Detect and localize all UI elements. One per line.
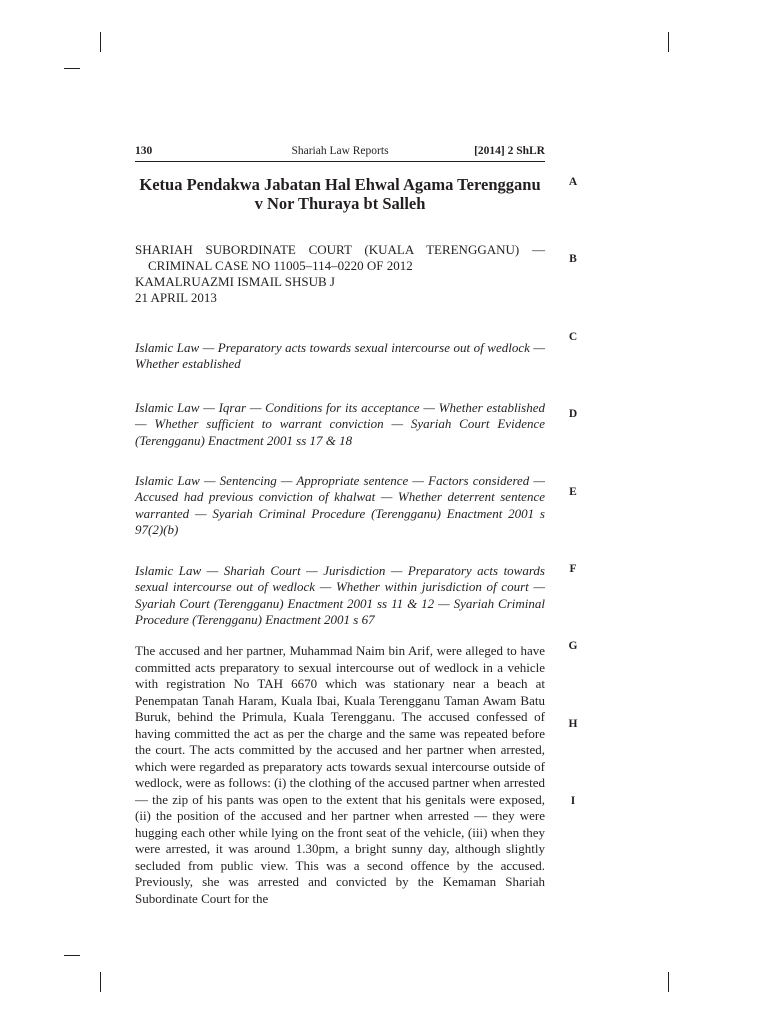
headnote-paragraph: The accused and her partner, Muhammad Naim bin Arif, were alleged to have committed acts preparatory to sexual intercourse out of wedlock in a vehicle with registration No TAH 6670 which was stationary near a beach at Penempatan Tanah Haram, Kuala Ibai, Kuala Terengganu Taman Awam Batu Buruk, behind the Primula, Kuala Terengganu. The accused confessed of having committed the act as per the charge and the same was repeated before the court. The acts committed by the accused and her partner when arrested, which were regarded as preparatory acts towards sexual intercourse outside of wedlock, were as follows: (i) the clothing of the accused partner when arrested — the zip of his pants was open to the extent that his genitals were exposed, (ii) the position of the accused and her partner when arrested — they were hugging each other while lying on the front seat of the vehicle, (iii) when they were arrested, it was around 1.30pm, a bright sunny day, although slightly secluded from public view. This was a second offence by the accused. Previously, she was arrested and convicted by the Kemaman Shariah Subordinate Court for the bbox=[135, 643, 545, 906]
crop-mark bbox=[668, 972, 669, 992]
crop-mark bbox=[64, 68, 80, 69]
case-title: Ketua Pendakwa Jabatan Hal Ehwal Agama Terengganu v Nor Thuraya bt Salleh bbox=[139, 175, 541, 213]
decision-date: 21 APRIL 2013 bbox=[135, 290, 217, 305]
crop-mark bbox=[100, 972, 101, 992]
catchword: Islamic Law — Preparatory acts towards sexual intercourse out of wedlock — Whether established bbox=[135, 340, 545, 372]
margin-letter: C bbox=[568, 331, 578, 343]
citation: [2014] 2 ShLR bbox=[474, 145, 545, 157]
margin-letter: I bbox=[570, 795, 576, 807]
judge-name: KAMALRUAZMI ISMAIL SHSUB J bbox=[135, 274, 335, 289]
crop-mark bbox=[100, 32, 101, 52]
margin-letter: B bbox=[569, 253, 577, 265]
margin-letter: H bbox=[568, 718, 578, 730]
journal-name: Shariah Law Reports bbox=[291, 145, 389, 157]
margin-letter: E bbox=[569, 486, 577, 498]
catchword: Islamic Law — Iqrar — Conditions for its acceptance — Whether established — Whether sufficient to warrant conviction — Syariah Court Evidence (Terengganu) Enactment 2001 ss 17 & 18 bbox=[135, 400, 545, 448]
crop-mark bbox=[668, 32, 669, 52]
case-number: CRIMINAL CASE NO 11005–114–0220 OF 2012 bbox=[148, 258, 413, 273]
margin-letter: D bbox=[568, 408, 578, 420]
catchword: Islamic Law — Sentencing — Appropriate sentence — Factors considered — Accused had previous conviction of khalwat — Whether deterrent sentence warranted — Syariah Criminal Procedure (Terengganu) Enactment 2001 s 97(2)(b) bbox=[135, 473, 545, 538]
catchword: Islamic Law — Shariah Court — Jurisdiction — Preparatory acts towards sexual intercourse out of wedlock — Whether within jurisdiction of court — Syariah Court (Terengganu) Enactment 2001 ss 11 & 12 — Syariah Criminal Procedure (Terengganu) Enactment 2001 s 67 bbox=[135, 563, 545, 628]
court-name: SHARIAH SUBORDINATE COURT (KUALA TERENGGANU) — bbox=[135, 242, 545, 257]
page-number: 130 bbox=[135, 145, 153, 157]
running-header bbox=[135, 145, 545, 162]
margin-letter: A bbox=[568, 176, 578, 188]
crop-mark bbox=[64, 955, 80, 956]
margin-letter: F bbox=[569, 563, 577, 575]
margin-letter: G bbox=[568, 640, 578, 652]
court-details bbox=[135, 242, 545, 306]
